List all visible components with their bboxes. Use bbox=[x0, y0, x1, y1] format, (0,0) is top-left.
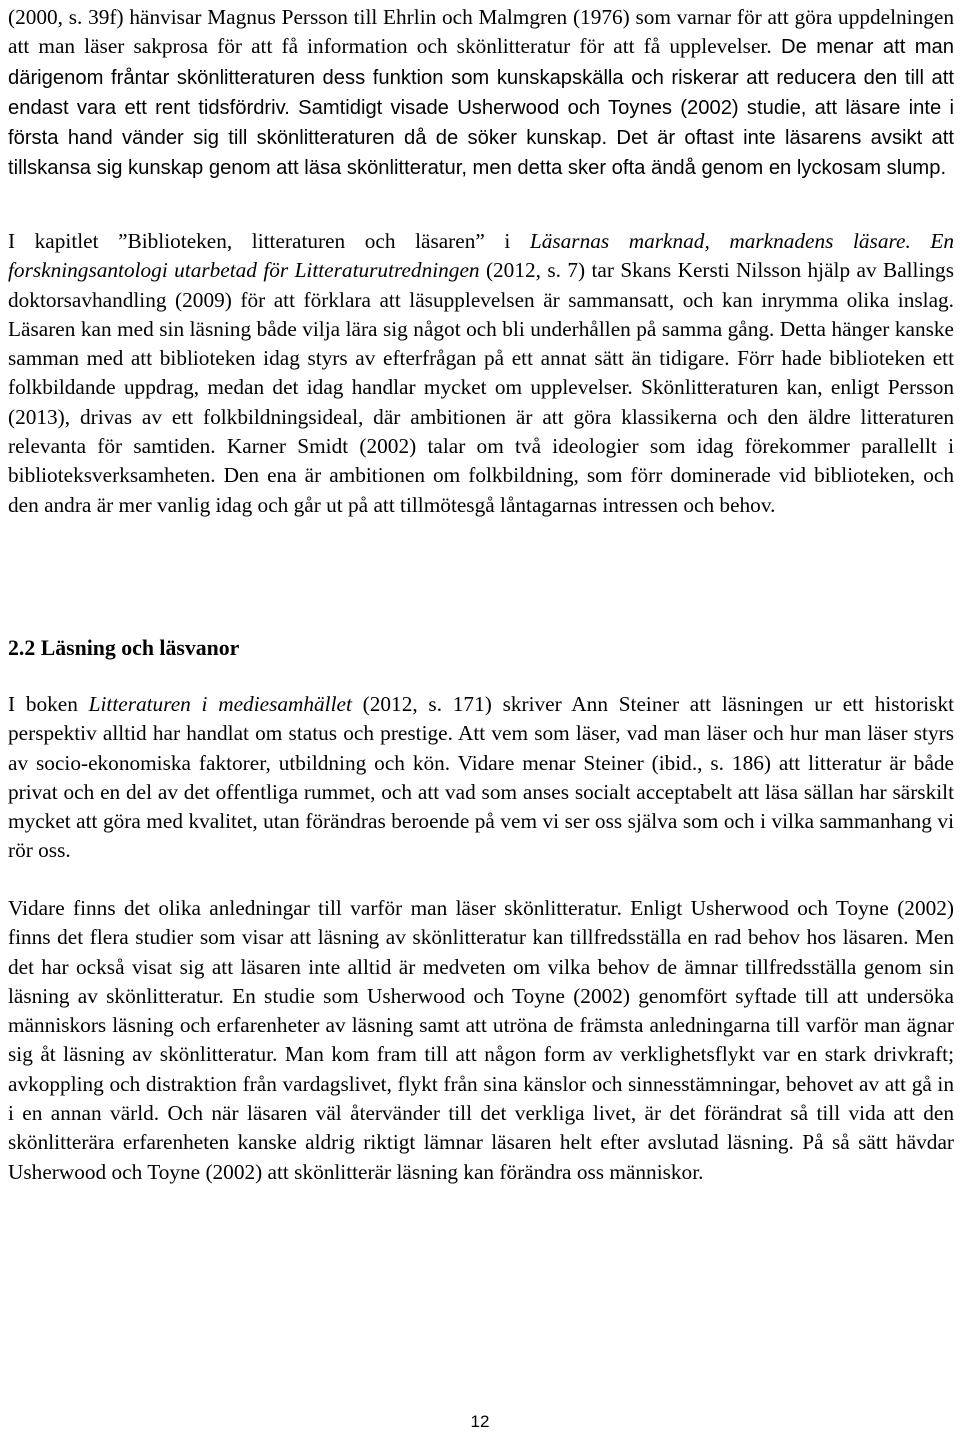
section-heading: 2.2 Läsning och läsvanor bbox=[8, 636, 240, 660]
paragraph-nilsson bbox=[8, 227, 954, 520]
paragraph-text: (2012, s. 171) skriver Ann Steiner att läsningen ur ett historiskt perspektiv alltid har handlat om status och prestige. Att vem som läser, vad man läser och hur man läser styrs av socio-ekonomiska faktorer, utbildning och kön. Vidare menar Steiner (ibid., s. 186) att litteratur är både privat och en del av det offentliga rummet, och att vad som anses socialt acceptabelt att läsa sällan har särskilt mycket att göra med kvalitet, utan förändras beroende på vem vi ser oss själva som och i vilka sammanhang vi rör oss. bbox=[8, 692, 955, 863]
page-number: 12 bbox=[470, 1412, 490, 1431]
book-title: Läsarnas marknad, marknadens läsare. En forskningsantologi utarbetad för Litteraturutredningen bbox=[8, 229, 954, 283]
book-title: Litteraturen i mediesamhället bbox=[88, 692, 352, 716]
paragraph-usherwood: Vidare finns det olika anledningar till varför man läser skönlitteratur. Enligt Usherwood och Toyne (2002) finns det flera studier som visar att läsning av skönlitteratur kan tillfredsställa en rad behov hos läsaren. Men det har också visat sig att läsaren inte alltid är medveten om vilka behov de ämnar tillfredsställa genom sin läsning av skönlitteratur. En studie som Usherwood och Toyne (2002) genomfört syftade till att undersöka människors läsning och erfarenheter av läsning samt att utröna de främsta anledningarna till varför man ägnar sig åt läsning av skönlitteratur. Man kom fram till att någon form av verklighetsflykt var en stark drivkraft; avkoppling och distraktion från vardagslivet, flykt från sina känslor och sinnesstämningar, behovet av att gå in i en annan värld. Och när läsaren väl återvänder till det verkliga livet, är det förändrat så till vida att den skönlitterära erfarenheten kanske aldrig riktigt lämnar läsaren helt efter avslutad läsning. På så sätt hävdar Usherwood och Toyne (2002) att skönlitterär läsning kan förändra oss människor. bbox=[8, 896, 954, 1184]
paragraph-steiner bbox=[8, 690, 954, 866]
paragraph-persson bbox=[8, 3, 954, 184]
paragraph-text: De menar att man därigenom fråntar skönlitteraturen dess funktion som kunskapskälla och riskerar att reducera den till att endast vara ett rent tidsfördriv. Samtidigt visade Usherwood och Toynes (2002) studie, att läsare inte i första hand vänder sig till skönlitteraturen då de söker kunskap. Det är oftast inte läsarens avsikt att tillskansa sig kunskap genom att läsa skönlitteratur, men detta sker ofta ändå genom en lyckosam slump. bbox=[8, 36, 954, 180]
paragraph-text: I boken bbox=[8, 692, 89, 716]
paragraph-text: (2012, s. 7) tar Skans Kersti Nilsson hjälp av Ballings doktorsavhandling (2009) för att förklara att läsupplevelsen är sammansatt, och kan inrymma olika inslag. Läsaren kan med sin läsning både vilja lära sig något och bli underhållen på samma gång. Detta hänger kanske samman med att biblioteken idag styrs av efterfrågan på ett annat sätt än tidigare. Förr hade biblioteken ett folkbildande uppdrag, medan det idag handlar mycket om upplevelser. Skönlitteraturen kan, enligt Persson (2013), drivas av ett folkbildningsideal, där ambitionen är att göra klassikerna och den äldre litteraturen relevanta för samtiden. Karner Smidt (2002) talar om två ideologier som idag förekommer parallellt i biblioteksverksamheten. Den ena är ambitionen om folkbildning, som förr dominerade vid biblioteken, och den andra är mer vanlig idag och går ut på att tillmötesgå låntagarnas intressen och behov. bbox=[8, 258, 954, 517]
paragraph-text: I kapitlet ”Biblioteken, litteraturen och läsaren” i bbox=[8, 229, 530, 253]
paragraph-text: (2000, s. 39f) hänvisar Magnus Persson till Ehrlin och Malmgren (1976) som varnar för att göra uppdelningen att man läser sakprosa för att få information och skönlitteratur för att få upplevelser. bbox=[8, 5, 954, 59]
